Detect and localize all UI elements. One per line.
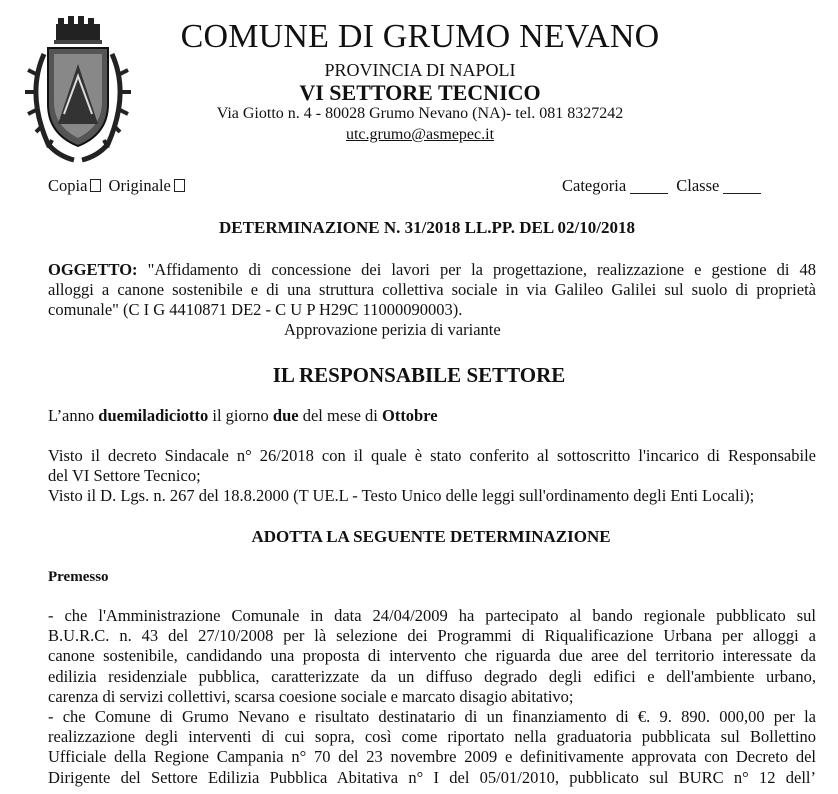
oggetto-block bbox=[48, 260, 816, 340]
oggetto-line3: comunale" (C I G 4410871 DE2 - C U P H29C 11000090003). bbox=[48, 300, 463, 319]
oggetto-line2: alloggi a canone sostenibile e di una struttura collettiva sociale in via Galileo Galilei sul suolo di proprietà bbox=[48, 280, 816, 299]
premesso-line: B.U.R.C. n. 43 del 27/10/2008 per là selezione dei Programmi di Riqualificazione Urbana per alloggi a bbox=[48, 626, 816, 646]
anno-month: Ottobre bbox=[381, 406, 438, 425]
premesso-line: Ufficiale della Regione Campania n° 70 del 23 novembre 2009 e definitivamente approvata con Decreto del bbox=[48, 747, 816, 767]
visto-line1: Visto il decreto Sindacale n° 26/2018 con il quale è stato conferito al sottoscritto l'incarico di Responsabile bbox=[48, 446, 816, 465]
category-class-row bbox=[562, 176, 765, 196]
provincia-subtitle: PROVINCIA DI NAPOLI bbox=[324, 60, 516, 80]
coat-of-arms-logo bbox=[18, 14, 138, 164]
premesso-paragraph bbox=[48, 606, 816, 788]
copia-label: Copia bbox=[48, 176, 88, 195]
anno-text-3: del mese di bbox=[298, 406, 382, 425]
oggetto-line4: Approvazione perizia di variante bbox=[284, 320, 501, 339]
premesso-line: Dirigente del Settore Edilizia Pubblica Abitativa n° I del 05/01/2010, pubblicato sul BURC n° 12 dell’ bbox=[48, 767, 816, 787]
visti-block bbox=[48, 446, 816, 506]
premesso-line: canone sostenibile, candidando una proposta di intervento che riguarda due aree del territorio interessate da bbox=[48, 646, 816, 666]
settore-title: VI SETTORE TECNICO bbox=[299, 80, 541, 105]
originale-checkbox[interactable] bbox=[174, 179, 185, 192]
address-line: Via Giotto n. 4 - 80028 Grumo Nevano (NA)- tel. 081 8327242 bbox=[216, 105, 624, 122]
anno-text-1: L’anno bbox=[48, 406, 99, 425]
visto-line2: del VI Settore Tecnico; bbox=[48, 466, 201, 485]
premesso-line: - che l'Amministrazione Comunale in data 24/04/2009 ha partecipato al bando regionale pubblicato sul bbox=[48, 606, 816, 625]
comune-title: COMUNE DI GRUMO NEVANO bbox=[180, 18, 660, 55]
originale-label: Originale bbox=[108, 176, 171, 195]
anno-text-2: il giorno bbox=[208, 406, 273, 425]
adotta-title: ADOTTA LA SEGUENTE DETERMINAZIONE bbox=[251, 527, 611, 546]
visto-line3: Visto il D. Lgs. n. 267 del 18.8.2000 (T UE.L - Testo Unico delle leggi sull'ordinamento degli Enti Locali); bbox=[48, 486, 755, 505]
oggetto-label: OGGETTO: bbox=[48, 260, 138, 279]
categoria-label: Categoria bbox=[562, 176, 627, 195]
categoria-field[interactable] bbox=[630, 179, 668, 194]
email-link[interactable]: utc.grumo@asmepec.it bbox=[345, 126, 495, 143]
anno-year: duemiladiciotto bbox=[98, 406, 209, 425]
oggetto-line1: "Affidamento di concessione dei lavori per la progettazione, realizzazione e gestione di 48 bbox=[147, 260, 816, 279]
responsabile-title: IL RESPONSABILE SETTORE bbox=[272, 363, 566, 387]
copy-original-row bbox=[48, 176, 188, 196]
determinazione-title: DETERMINAZIONE N. 31/2018 LL.PP. DEL 02/10/2018 bbox=[219, 218, 635, 237]
classe-label: Classe bbox=[676, 176, 720, 195]
copia-checkbox[interactable] bbox=[90, 179, 101, 192]
premesso-line: - che Comune di Grumo Nevano e risultato destinatario di un finanziamento di €. 9. 890. 000,00 per la bbox=[48, 707, 816, 727]
premesso-line: carenza di servizi collettivi, scarsa coesione sociale e marcato disagio abitativo; bbox=[48, 686, 574, 706]
classe-field[interactable] bbox=[723, 179, 761, 194]
anno-day: due bbox=[272, 406, 299, 425]
anno-line bbox=[48, 406, 438, 426]
premesso-line: realizzazione degli interventi di cui sopra, così come riportato nella graduatoria pubblicata sul Bollettino bbox=[48, 727, 816, 747]
premesso-line: edilizia residenziale pubblica, caratterizzate da un diffuso degrado degli edifici e dell'ambiente urbano, bbox=[48, 666, 816, 686]
premesso-label: Premesso bbox=[48, 569, 109, 585]
